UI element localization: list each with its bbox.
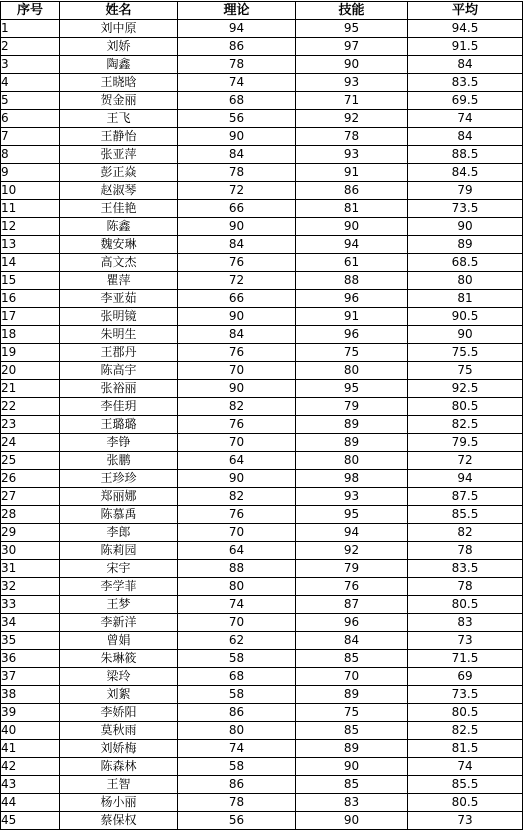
- cell-average[interactable]: 82.5: [408, 722, 523, 740]
- cell-theory[interactable]: 70: [178, 524, 296, 542]
- table-row: [1, 704, 523, 722]
- cell-theory[interactable]: 76: [178, 506, 296, 524]
- cell-average[interactable]: 81: [408, 290, 523, 308]
- cell-index[interactable]: 7: [1, 128, 60, 146]
- cell-skill[interactable]: 90: [296, 56, 408, 74]
- cell-skill[interactable]: 95: [296, 506, 408, 524]
- cell-skill[interactable]: 92: [296, 542, 408, 560]
- table-row: [1, 92, 523, 110]
- table-row: [1, 182, 523, 200]
- cell-skill[interactable]: 80: [296, 452, 408, 470]
- cell-skill[interactable]: 91: [296, 308, 408, 326]
- cell-name[interactable]: 赵淑琴: [60, 182, 178, 200]
- cell-average[interactable]: 94: [408, 470, 523, 488]
- cell-name[interactable]: 李新洋: [60, 614, 178, 632]
- cell-index[interactable]: 26: [1, 470, 60, 488]
- cell-index[interactable]: 34: [1, 614, 60, 632]
- cell-index[interactable]: 23: [1, 416, 60, 434]
- cell-average[interactable]: 88.5: [408, 146, 523, 164]
- cell-name[interactable]: 杨小丽: [60, 794, 178, 812]
- cell-theory[interactable]: 90: [178, 380, 296, 398]
- cell-theory[interactable]: 70: [178, 362, 296, 380]
- cell-index[interactable]: 25: [1, 452, 60, 470]
- cell-index[interactable]: 24: [1, 434, 60, 452]
- cell-average[interactable]: 84.5: [408, 164, 523, 182]
- cell-index[interactable]: 5: [1, 92, 60, 110]
- table-row: [1, 416, 523, 434]
- cell-theory[interactable]: 90: [178, 470, 296, 488]
- cell-theory[interactable]: 72: [178, 272, 296, 290]
- cell-index[interactable]: 42: [1, 758, 60, 776]
- cell-index[interactable]: 45: [1, 812, 60, 830]
- cell-theory[interactable]: 58: [178, 686, 296, 704]
- cell-skill[interactable]: 93: [296, 74, 408, 92]
- cell-skill[interactable]: 83: [296, 794, 408, 812]
- cell-name[interactable]: 宋宇: [60, 560, 178, 578]
- cell-theory[interactable]: 78: [178, 164, 296, 182]
- table-row: [1, 272, 523, 290]
- cell-index[interactable]: 22: [1, 398, 60, 416]
- cell-skill[interactable]: 88: [296, 272, 408, 290]
- cell-theory[interactable]: 68: [178, 92, 296, 110]
- cell-index[interactable]: 35: [1, 632, 60, 650]
- header-average[interactable]: 平均: [408, 2, 523, 20]
- score-table: [0, 1, 523, 830]
- cell-theory[interactable]: 80: [178, 722, 296, 740]
- cell-theory[interactable]: 68: [178, 668, 296, 686]
- cell-index[interactable]: 39: [1, 704, 60, 722]
- cell-index[interactable]: 13: [1, 236, 60, 254]
- table-row: [1, 686, 523, 704]
- cell-index[interactable]: 43: [1, 776, 60, 794]
- cell-skill[interactable]: 89: [296, 416, 408, 434]
- table-row: [1, 308, 523, 326]
- cell-theory[interactable]: 78: [178, 794, 296, 812]
- cell-theory[interactable]: 58: [178, 758, 296, 776]
- cell-name[interactable]: 王晓晗: [60, 74, 178, 92]
- cell-index[interactable]: 11: [1, 200, 60, 218]
- cell-index[interactable]: 20: [1, 362, 60, 380]
- cell-index[interactable]: 36: [1, 650, 60, 668]
- table-row: [1, 74, 523, 92]
- cell-name[interactable]: 王郡丹: [60, 344, 178, 362]
- cell-theory[interactable]: 88: [178, 560, 296, 578]
- cell-name[interactable]: 陈森林: [60, 758, 178, 776]
- cell-name[interactable]: 李学菲: [60, 578, 178, 596]
- cell-average[interactable]: 81.5: [408, 740, 523, 758]
- table-row: [1, 56, 523, 74]
- table-row: [1, 560, 523, 578]
- cell-theory[interactable]: 56: [178, 812, 296, 830]
- cell-theory[interactable]: 90: [178, 128, 296, 146]
- cell-theory[interactable]: 62: [178, 632, 296, 650]
- cell-name[interactable]: 李佳玥: [60, 398, 178, 416]
- cell-index[interactable]: 6: [1, 110, 60, 128]
- cell-index[interactable]: 17: [1, 308, 60, 326]
- header-index[interactable]: 序号: [1, 2, 60, 20]
- cell-name[interactable]: 刘娇梅: [60, 740, 178, 758]
- cell-name[interactable]: 王飞: [60, 110, 178, 128]
- cell-average[interactable]: 82: [408, 524, 523, 542]
- cell-theory[interactable]: 82: [178, 398, 296, 416]
- cell-name[interactable]: 莫秋雨: [60, 722, 178, 740]
- table-row: [1, 20, 523, 38]
- table-row: [1, 380, 523, 398]
- cell-theory[interactable]: 86: [178, 38, 296, 56]
- cell-average[interactable]: 73.5: [408, 686, 523, 704]
- table-body: [1, 20, 523, 830]
- cell-average[interactable]: 80.5: [408, 704, 523, 722]
- table-row: [1, 578, 523, 596]
- cell-name[interactable]: 刘娇: [60, 38, 178, 56]
- cell-index[interactable]: 28: [1, 506, 60, 524]
- cell-index[interactable]: 32: [1, 578, 60, 596]
- cell-index[interactable]: 19: [1, 344, 60, 362]
- table-row: [1, 164, 523, 182]
- cell-theory[interactable]: 90: [178, 218, 296, 236]
- cell-average[interactable]: 94.5: [408, 20, 523, 38]
- cell-skill[interactable]: 97: [296, 38, 408, 56]
- cell-theory[interactable]: 74: [178, 596, 296, 614]
- header-row: [1, 2, 523, 20]
- cell-skill[interactable]: 86: [296, 182, 408, 200]
- cell-average[interactable]: 68.5: [408, 254, 523, 272]
- cell-name[interactable]: 张明镜: [60, 308, 178, 326]
- cell-skill[interactable]: 85: [296, 776, 408, 794]
- cell-skill[interactable]: 81: [296, 200, 408, 218]
- cell-name[interactable]: 王珍珍: [60, 470, 178, 488]
- cell-theory[interactable]: 66: [178, 200, 296, 218]
- cell-average[interactable]: 72: [408, 452, 523, 470]
- cell-name[interactable]: 李郎: [60, 524, 178, 542]
- cell-average[interactable]: 80.5: [408, 794, 523, 812]
- table-row: [1, 326, 523, 344]
- cell-index[interactable]: 15: [1, 272, 60, 290]
- cell-skill[interactable]: 95: [296, 380, 408, 398]
- table-row: [1, 776, 523, 794]
- table-row: [1, 650, 523, 668]
- header-name[interactable]: 姓名: [60, 2, 178, 20]
- cell-skill[interactable]: 76: [296, 578, 408, 596]
- cell-skill[interactable]: 95: [296, 20, 408, 38]
- cell-index[interactable]: 31: [1, 560, 60, 578]
- cell-skill[interactable]: 61: [296, 254, 408, 272]
- cell-theory[interactable]: 84: [178, 236, 296, 254]
- cell-theory[interactable]: 94: [178, 20, 296, 38]
- cell-average[interactable]: 87.5: [408, 488, 523, 506]
- cell-skill[interactable]: 98: [296, 470, 408, 488]
- table-row: [1, 596, 523, 614]
- cell-skill[interactable]: 78: [296, 128, 408, 146]
- cell-skill[interactable]: 96: [296, 614, 408, 632]
- cell-skill[interactable]: 94: [296, 524, 408, 542]
- cell-skill[interactable]: 90: [296, 812, 408, 830]
- table-row: [1, 38, 523, 56]
- cell-theory[interactable]: 82: [178, 488, 296, 506]
- table-row: [1, 344, 523, 362]
- cell-name[interactable]: 贺金丽: [60, 92, 178, 110]
- cell-index[interactable]: 37: [1, 668, 60, 686]
- cell-index[interactable]: 4: [1, 74, 60, 92]
- cell-name[interactable]: 陈鑫: [60, 218, 178, 236]
- cell-average[interactable]: 74: [408, 758, 523, 776]
- cell-name[interactable]: 张裕丽: [60, 380, 178, 398]
- cell-theory[interactable]: 84: [178, 146, 296, 164]
- cell-average[interactable]: 74: [408, 110, 523, 128]
- cell-name[interactable]: 王璐璐: [60, 416, 178, 434]
- table-row: [1, 668, 523, 686]
- cell-skill[interactable]: 89: [296, 740, 408, 758]
- cell-skill[interactable]: 90: [296, 218, 408, 236]
- table-row: [1, 452, 523, 470]
- cell-average[interactable]: 69.5: [408, 92, 523, 110]
- cell-index[interactable]: 41: [1, 740, 60, 758]
- table-row: [1, 362, 523, 380]
- cell-skill[interactable]: 87: [296, 596, 408, 614]
- cell-index[interactable]: 21: [1, 380, 60, 398]
- table-row: [1, 614, 523, 632]
- cell-average[interactable]: 84: [408, 128, 523, 146]
- cell-name[interactable]: 王梦: [60, 596, 178, 614]
- cell-name[interactable]: 蔡保权: [60, 812, 178, 830]
- cell-average[interactable]: 73.5: [408, 200, 523, 218]
- cell-name[interactable]: 王佳艳: [60, 200, 178, 218]
- cell-theory[interactable]: 70: [178, 614, 296, 632]
- cell-average[interactable]: 73: [408, 812, 523, 830]
- cell-index[interactable]: 29: [1, 524, 60, 542]
- cell-index[interactable]: 12: [1, 218, 60, 236]
- cell-average[interactable]: 90: [408, 326, 523, 344]
- table-row: [1, 146, 523, 164]
- header-skill[interactable]: 技能: [296, 2, 408, 20]
- table-row: [1, 524, 523, 542]
- cell-skill[interactable]: 85: [296, 650, 408, 668]
- table-row: [1, 758, 523, 776]
- cell-skill[interactable]: 79: [296, 560, 408, 578]
- table-row: [1, 506, 523, 524]
- cell-index[interactable]: 14: [1, 254, 60, 272]
- cell-skill[interactable]: 80: [296, 362, 408, 380]
- cell-theory[interactable]: 78: [178, 56, 296, 74]
- cell-skill[interactable]: 89: [296, 686, 408, 704]
- cell-average[interactable]: 80.5: [408, 596, 523, 614]
- cell-average[interactable]: 83.5: [408, 560, 523, 578]
- cell-theory[interactable]: 56: [178, 110, 296, 128]
- cell-name[interactable]: 朱明生: [60, 326, 178, 344]
- table-row: [1, 200, 523, 218]
- cell-skill[interactable]: 91: [296, 164, 408, 182]
- table-row: [1, 128, 523, 146]
- table-row: [1, 488, 523, 506]
- cell-name[interactable]: 刘中原: [60, 20, 178, 38]
- table-row: [1, 110, 523, 128]
- table-row: [1, 218, 523, 236]
- cell-average[interactable]: 80: [408, 272, 523, 290]
- cell-index[interactable]: 18: [1, 326, 60, 344]
- cell-index[interactable]: 38: [1, 686, 60, 704]
- cell-average[interactable]: 78: [408, 542, 523, 560]
- cell-theory[interactable]: 64: [178, 452, 296, 470]
- cell-average[interactable]: 79: [408, 182, 523, 200]
- cell-average[interactable]: 89: [408, 236, 523, 254]
- cell-name[interactable]: 彭正焱: [60, 164, 178, 182]
- cell-index[interactable]: 10: [1, 182, 60, 200]
- cell-average[interactable]: 90: [408, 218, 523, 236]
- cell-index[interactable]: 16: [1, 290, 60, 308]
- cell-average[interactable]: 75: [408, 362, 523, 380]
- table-row: [1, 434, 523, 452]
- cell-average[interactable]: 83.5: [408, 74, 523, 92]
- cell-average[interactable]: 80.5: [408, 398, 523, 416]
- cell-skill[interactable]: 96: [296, 326, 408, 344]
- cell-average[interactable]: 91.5: [408, 38, 523, 56]
- cell-skill[interactable]: 92: [296, 110, 408, 128]
- table-row: [1, 398, 523, 416]
- cell-index[interactable]: 9: [1, 164, 60, 182]
- cell-average[interactable]: 92.5: [408, 380, 523, 398]
- cell-skill[interactable]: 96: [296, 290, 408, 308]
- cell-skill[interactable]: 70: [296, 668, 408, 686]
- cell-theory[interactable]: 76: [178, 344, 296, 362]
- cell-name[interactable]: 王智: [60, 776, 178, 794]
- cell-skill[interactable]: 85: [296, 722, 408, 740]
- cell-skill[interactable]: 93: [296, 488, 408, 506]
- table-row: [1, 812, 523, 830]
- cell-theory[interactable]: 72: [178, 182, 296, 200]
- table-row: [1, 470, 523, 488]
- cell-average[interactable]: 83: [408, 614, 523, 632]
- cell-index[interactable]: 8: [1, 146, 60, 164]
- cell-name[interactable]: 郑丽娜: [60, 488, 178, 506]
- table-row: [1, 254, 523, 272]
- cell-theory[interactable]: 90: [178, 308, 296, 326]
- cell-average[interactable]: 75.5: [408, 344, 523, 362]
- cell-average[interactable]: 84: [408, 56, 523, 74]
- cell-theory[interactable]: 86: [178, 776, 296, 794]
- table-row: [1, 542, 523, 560]
- cell-index[interactable]: 40: [1, 722, 60, 740]
- cell-name[interactable]: 陈莉园: [60, 542, 178, 560]
- cell-average[interactable]: 85.5: [408, 506, 523, 524]
- cell-index[interactable]: 3: [1, 56, 60, 74]
- cell-theory[interactable]: 74: [178, 740, 296, 758]
- cell-index[interactable]: 44: [1, 794, 60, 812]
- cell-name[interactable]: 陈高宇: [60, 362, 178, 380]
- cell-theory[interactable]: 58: [178, 650, 296, 668]
- cell-name[interactable]: 陈慕禹: [60, 506, 178, 524]
- cell-name[interactable]: 梁玲: [60, 668, 178, 686]
- cell-theory[interactable]: 66: [178, 290, 296, 308]
- cell-skill[interactable]: 94: [296, 236, 408, 254]
- cell-average[interactable]: 82.5: [408, 416, 523, 434]
- cell-name[interactable]: 瞿萍: [60, 272, 178, 290]
- cell-name[interactable]: 李亚茹: [60, 290, 178, 308]
- table-row: [1, 722, 523, 740]
- table-row: [1, 794, 523, 812]
- cell-name[interactable]: 李娇阳: [60, 704, 178, 722]
- cell-theory[interactable]: 74: [178, 74, 296, 92]
- cell-average[interactable]: 73: [408, 632, 523, 650]
- cell-skill[interactable]: 93: [296, 146, 408, 164]
- cell-index[interactable]: 1: [1, 20, 60, 38]
- cell-theory[interactable]: 84: [178, 326, 296, 344]
- cell-name[interactable]: 张亚萍: [60, 146, 178, 164]
- cell-name[interactable]: 曾娟: [60, 632, 178, 650]
- cell-skill[interactable]: 71: [296, 92, 408, 110]
- cell-theory[interactable]: 76: [178, 254, 296, 272]
- cell-name[interactable]: 魏安琳: [60, 236, 178, 254]
- cell-name[interactable]: 王静怡: [60, 128, 178, 146]
- cell-name[interactable]: 李铮: [60, 434, 178, 452]
- cell-skill[interactable]: 75: [296, 344, 408, 362]
- cell-index[interactable]: 27: [1, 488, 60, 506]
- cell-name[interactable]: 陶鑫: [60, 56, 178, 74]
- cell-index[interactable]: 2: [1, 38, 60, 56]
- cell-average[interactable]: 71.5: [408, 650, 523, 668]
- cell-skill[interactable]: 75: [296, 704, 408, 722]
- cell-theory[interactable]: 64: [178, 542, 296, 560]
- cell-skill[interactable]: 89: [296, 434, 408, 452]
- cell-average[interactable]: 78: [408, 578, 523, 596]
- cell-index[interactable]: 30: [1, 542, 60, 560]
- table-row: [1, 740, 523, 758]
- cell-name[interactable]: 刘絮: [60, 686, 178, 704]
- cell-theory[interactable]: 80: [178, 578, 296, 596]
- table-row: [1, 632, 523, 650]
- cell-theory[interactable]: 86: [178, 704, 296, 722]
- cell-index[interactable]: 33: [1, 596, 60, 614]
- cell-theory[interactable]: 70: [178, 434, 296, 452]
- cell-theory[interactable]: 76: [178, 416, 296, 434]
- table-row: [1, 290, 523, 308]
- cell-skill[interactable]: 84: [296, 632, 408, 650]
- header-theory[interactable]: 理论: [178, 2, 296, 20]
- cell-name[interactable]: 张鹏: [60, 452, 178, 470]
- cell-name[interactable]: 高文杰: [60, 254, 178, 272]
- cell-name[interactable]: 朱琳筱: [60, 650, 178, 668]
- cell-average[interactable]: 69: [408, 668, 523, 686]
- table-row: [1, 236, 523, 254]
- cell-average[interactable]: 79.5: [408, 434, 523, 452]
- cell-skill[interactable]: 90: [296, 758, 408, 776]
- cell-skill[interactable]: 79: [296, 398, 408, 416]
- cell-average[interactable]: 85.5: [408, 776, 523, 794]
- cell-average[interactable]: 90.5: [408, 308, 523, 326]
